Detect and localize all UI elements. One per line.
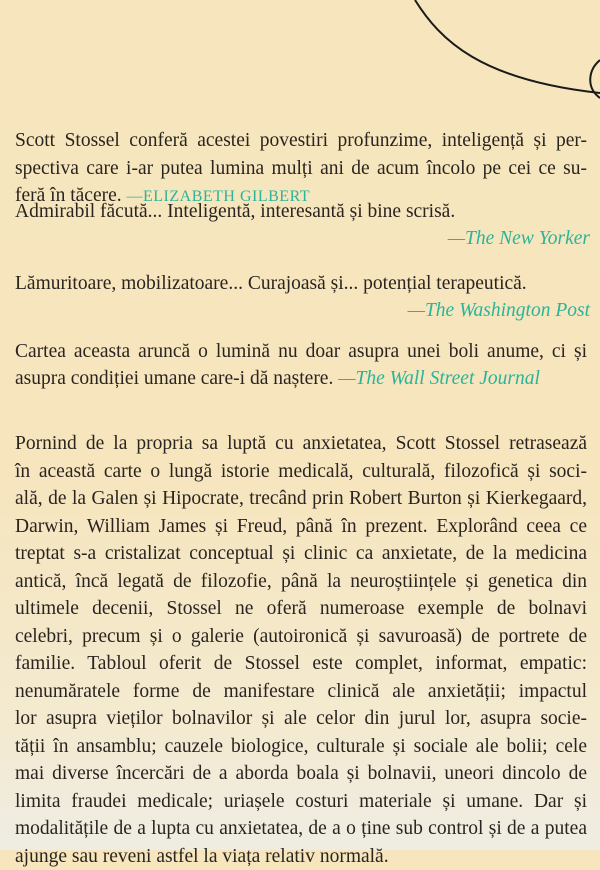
quote-line: Cartea aceasta aruncă o lumină nu doar asupra unei boli anume, ci și [15,341,587,362]
quote-source: —The Washington Post [407,300,590,321]
quote-line: Lămuritoare, mobilizatoare... Curajoasă și... potențial terapeutică. [15,273,527,294]
description-line: Pornind de la propria sa luptă cu anxietatea, Scott Stossel retrasează [15,433,587,454]
description-line: limita fraudei medicale; uriașele costuri materiale și umane. Dar și [15,790,587,812]
quote-source: —The New Yorker [447,228,590,249]
description-line: lor asupra vieților bolnavilor și ale celor din jurul lor, asupra socie- [15,708,587,729]
quote-line: spectiva care i-ar putea lumina mulți ani de acum încolo pe cei ce su- [15,158,587,179]
quote-text: feră în tăcere. [15,185,122,206]
description-line: ajunge sau reveni astfel la viața relativ normală. [15,845,389,867]
quote-line: Admirabil făcută... Inteligentă, interesantă și bine scrisă. [15,201,456,222]
quote-line: Scott Stossel conferă acestei povestiri profunzime, inteligență și per- [15,130,587,151]
description-line: celebri, precum și o galerie (autoironică și savuroasă) de portrete de [15,625,587,647]
description-line: ală, de la Galen și Hipocrate, trecând prin Robert Burton și Kierkegaard, [15,488,587,509]
description-line: nenumăratele forme de manifestare clinică ale anxietății; impactul [15,680,587,702]
description-line: în această carte o lungă istorie medicală, culturală, filozofică și soci- [15,460,587,482]
description-line: ultimele decenii, Stossel ne oferă numeroase exemple de bolnavi [15,598,587,619]
quote-text: asupra condiției umane care-i dă naștere. [15,368,334,389]
description-line: modalitățile de a lupta cu anxietatea, de a o ține sub control și de a putea [15,818,587,839]
quote-source: —The Wall Street Journal [338,368,540,389]
quote-source: —ELIZABETH GILBERT [126,188,311,205]
description-line: tății în ansamblu; cauzele biologice, culturale și sociale ale bolii; cele [15,735,587,757]
quote-line [15,365,587,392]
description-line: antică, încă legată de filozofie, până la neuroștiințele și genetica din [15,570,587,592]
decorative-curve [0,0,600,120]
description-line: familie. Tabloul oferit de Stossel este complet, informat, empatic: [15,653,587,674]
description-line: mai diverse încercări de a aborda boala și bolnavii, uneori dincolo de [15,763,587,784]
description-line: Darwin, William James și Freud, până în prezent. Explorând ceea ce [15,515,587,537]
description-line: treptat s-a cristalizat conceptual și clinic ca anxietate, de la medicina [15,543,587,564]
